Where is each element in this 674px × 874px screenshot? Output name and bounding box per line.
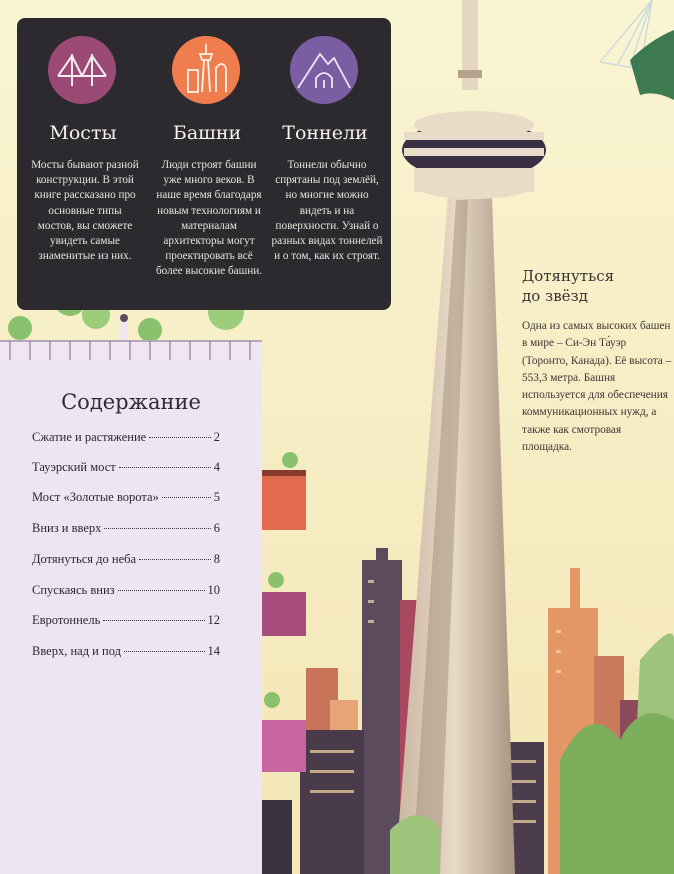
toc-item-label: Дотянуться до неба (32, 552, 137, 566)
toc-item-page: 5 (213, 490, 220, 504)
side-title (522, 266, 662, 306)
side-title-line1: Дотянуться (522, 267, 615, 285)
toc-item-page: 8 (213, 552, 220, 566)
intro-panel (17, 18, 391, 310)
toc-item[interactable] (32, 644, 220, 662)
toc-item[interactable] (32, 460, 220, 478)
toc-item-page: 14 (207, 644, 220, 658)
side-text: Одна из самых высоких башен в мире – Си-Эн Та́уэр (Торонто, Канада). Её высота – 553,3 метра. Башня используется для обеспечения коммуникационных нужд, а также как смотровая площадка. (522, 320, 672, 454)
section-text: Тоннели обычно спрятаны под землёй, но многие можно видеть и на поверхности. Узнай о разных видах тоннелей и о том, как их строят. (271, 159, 383, 263)
toc-item-label: Вниз и вверх (32, 521, 102, 535)
toc-title: Содержание (61, 390, 201, 414)
toc-item-page: 6 (213, 521, 220, 535)
toc-item-page: 12 (207, 613, 220, 627)
toc-item-label: Спускаясь вниз (32, 583, 115, 597)
tunnel-icon (290, 36, 358, 104)
toc-item-label: Евротоннель (32, 613, 101, 627)
section-text: Мосты бывают разной конструкции. В этой книге рассказано про основные типы мостов, вы сможете увидеть самые знаменитые из них. (31, 159, 139, 263)
toc-item[interactable] (32, 613, 220, 631)
toc-item[interactable] (32, 552, 220, 570)
section-title: Башни (172, 122, 242, 144)
bridge-icon (48, 36, 116, 104)
toc-item[interactable] (32, 430, 220, 448)
toc-item-label: Мост «Золотые ворота» (32, 490, 159, 504)
section-title: Мосты (49, 122, 117, 144)
balconies (262, 452, 306, 772)
toc-item[interactable] (32, 583, 220, 601)
section-title: Тоннели (282, 122, 368, 144)
towers-icon (172, 36, 240, 104)
side-title-line2: до звёзд (522, 287, 588, 305)
toc-item-label: Вверх, над и под (32, 644, 121, 658)
toc-item[interactable] (32, 490, 220, 508)
toc-item[interactable] (32, 521, 220, 539)
toc-item-label: Сжатие и растяжение (32, 430, 147, 444)
toc-item-page: 10 (207, 583, 220, 597)
toc-item-page: 2 (213, 430, 220, 444)
table-of-contents (0, 362, 262, 874)
toc-item-page: 4 (213, 460, 220, 474)
toc-item-label: Тауэрский мост (32, 460, 116, 474)
section-text: Люди строят башни уже много веков. В наше время благодаря новым технологиям и материалам архитекторы могут проектировать всё более высокие башни. (155, 159, 263, 278)
